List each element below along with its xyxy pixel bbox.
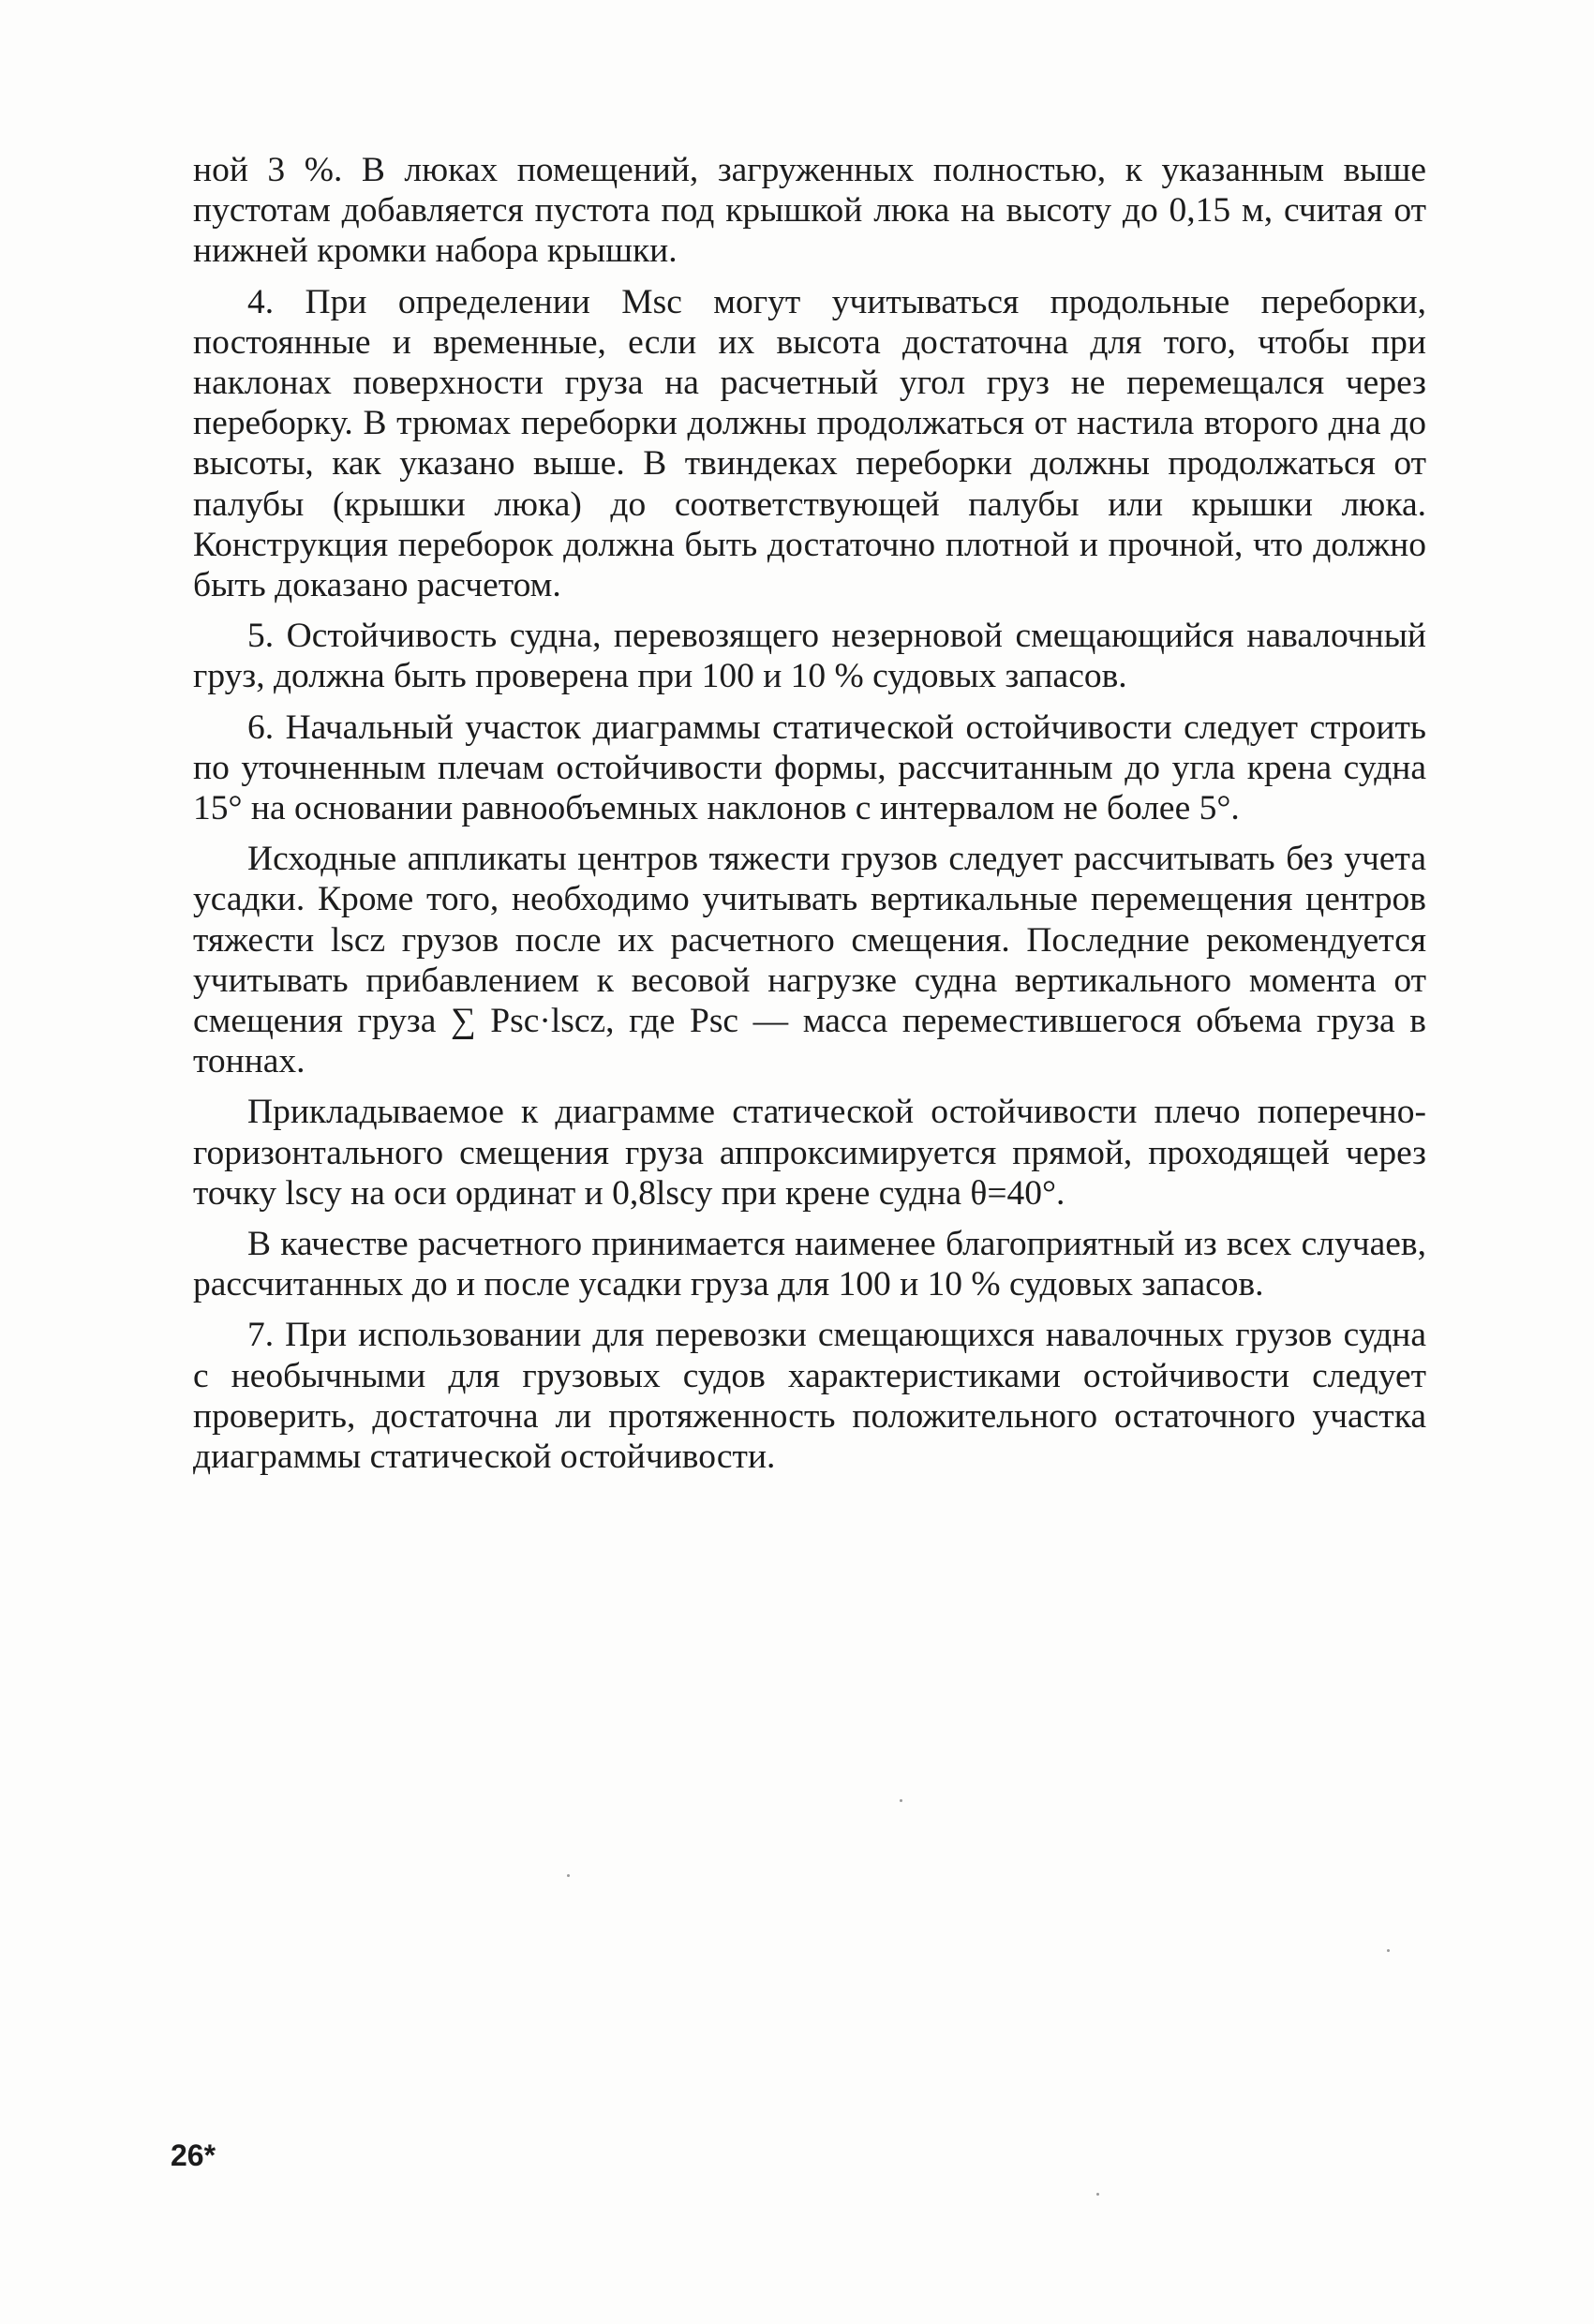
body-text <box>193 150 1426 1487</box>
paragraph-applicates: Исходные аппликаты центров тяжести грузов следует рассчитывать без учета усадки. Кроме того, необходимо учитывать вертикальные перемещения центров тяжести lscz грузов после их расчетного смещения. Последние рекомендуется учитывать прибавлением к весовой нагрузке судна вертикального момента от смещения груза ∑ Psc·lscz, где Psc — масса переместившегося объема груза в тоннах. <box>193 840 1426 1081</box>
paragraph-continuation: ной 3 %. В люках помещений, загруженных полностью, к указанным выше пустотам добавляется пустота под крышкой люка на высоту до 0,15 м, считая от нижней кромки набора крышки. <box>193 151 1426 271</box>
paragraph-item-6: 6. Начальный участок диаграммы статической остойчивости следует строить по уточненным плечам остойчивости формы, рассчитанным до угла крена судна 15° на основании равнообъемных наклонов с интервалом не более 5°. <box>193 708 1426 828</box>
paragraph-item-5: 5. Остойчивость судна, перевозящего незерновой смещающийся навалочный груз, должна быть проверена при 100 и 10 % судовых запасов. <box>193 617 1426 696</box>
scan-speck <box>900 1799 902 1802</box>
scan-speck <box>1387 1949 1390 1952</box>
paragraph-design-case: В качестве расчетного принимается наименее благоприятный из всех случаев, рассчитанных до и после усадки груза для 100 и 10 % судовых запасов. <box>193 1225 1426 1304</box>
paragraph-item-7: 7. При использовании для перевозки смещающихся навалочных грузов судна с необычными для грузовых судов характеристиками остойчивости следует проверить, достаточна ли протяженность положительного остаточного участка диаграммы статической остойчивости. <box>193 1316 1426 1477</box>
paragraph-item-4: 4. При определении Msc могут учитываться продольные переборки, постоянные и временные, если их высота достаточна для того, чтобы при наклонах поверхности груза на расчетный угол груз не перемещался через переборку. В трюмах переборки должны продолжаться от настила второго дна до высоты, как указано выше. В твиндеках переборки должны продолжаться от палубы (крышки люка) до соответствующей палубы или крышки люка. Конструкция переборок должна быть достаточно плотной и прочной, что должно быть доказано расчетом. <box>193 282 1426 605</box>
page-signature-mark: 26* <box>171 2138 216 2172</box>
paragraph-shift-arm: Прикладываемое к диаграмме статической остойчивости плечо поперечно-горизонтального смещения груза аппроксимируется прямой, проходящей через точку lscy на оси ординат и 0,8lscy при крене судна θ=40°. <box>193 1093 1426 1213</box>
scan-speck <box>567 1874 570 1877</box>
scan-speck <box>1096 2193 1099 2196</box>
